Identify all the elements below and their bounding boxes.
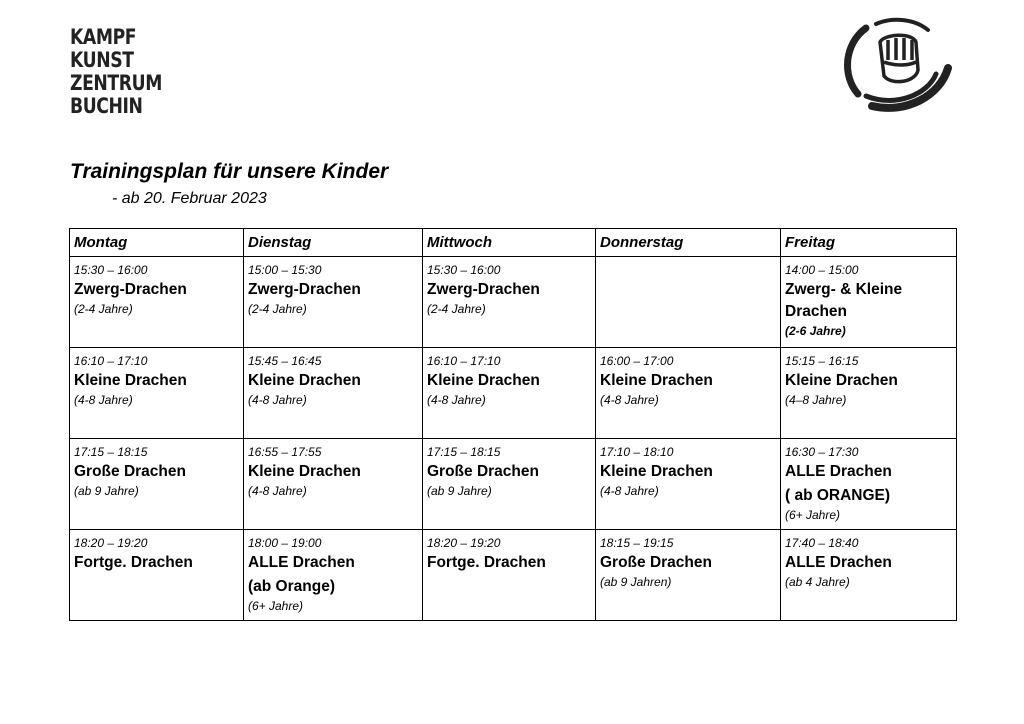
session-time: 15:30 – 16:00	[427, 263, 501, 277]
schedule-cell	[781, 257, 957, 348]
session-age: (ab 9 Jahre)	[74, 484, 139, 498]
schedule-cell	[423, 257, 596, 348]
session-group: Zwerg-Drachen	[74, 281, 187, 298]
session-group: Kleine Drachen	[785, 372, 898, 389]
session-group: Kleine Drachen	[74, 372, 187, 389]
session-age: (4-8 Jahre)	[600, 393, 659, 407]
session-age: (2-4 Jahre)	[248, 302, 307, 316]
session-time: 16:10 – 17:10	[74, 354, 148, 368]
session-age: (4-8 Jahre)	[600, 484, 659, 498]
schedule-cell	[423, 439, 596, 530]
session-age: (4–8 Jahre)	[785, 393, 847, 407]
session-group: Kleine Drachen	[600, 463, 713, 480]
session-age: (6+ Jahre)	[785, 508, 841, 522]
session-time: 17:15 – 18:15	[74, 445, 148, 459]
session-time: 17:40 – 18:40	[785, 536, 859, 550]
schedule-cell	[70, 439, 244, 530]
brand-line-3: ZENTRUM	[70, 71, 162, 95]
session-time: 17:10 – 18:10	[600, 445, 674, 459]
session-time: 14:00 – 15:00	[785, 263, 859, 277]
header-row	[70, 229, 957, 257]
session-time: 16:00 – 17:00	[600, 354, 674, 368]
page-subtitle: - ab 20. Februar 2023	[112, 190, 267, 207]
schedule-cell	[423, 530, 596, 621]
schedule-cell-empty	[596, 257, 781, 348]
session-group: Zwerg-Drachen	[427, 281, 540, 298]
session-group: Große Drachen	[427, 463, 539, 480]
schedule-cell	[781, 439, 957, 530]
session-group: Zwerg-Drachen	[248, 281, 361, 298]
session-age: (2-4 Jahre)	[74, 302, 133, 316]
session-age: (4-8 Jahre)	[74, 393, 133, 407]
brand-line-2: KUNST	[70, 48, 134, 72]
session-group: Kleine Drachen	[600, 372, 713, 389]
schedule-cell	[596, 530, 781, 621]
session-group: Fortge. Drachen	[427, 554, 546, 571]
schedule-cell	[244, 348, 423, 439]
schedule-cell	[70, 348, 244, 439]
schedule-cell	[423, 348, 596, 439]
day-header-mittwoch: Mittwoch	[423, 229, 596, 257]
schedule-cell	[244, 257, 423, 348]
session-group: ALLE Drachen	[785, 554, 892, 571]
schedule-cell	[70, 530, 244, 621]
day-header-donnerstag: Donnerstag	[596, 229, 781, 257]
session-time: 15:30 – 16:00	[74, 263, 148, 277]
session-age: (4-8 Jahre)	[248, 393, 307, 407]
session-group: Fortge. Drachen	[74, 554, 193, 571]
day-header-montag: Montag	[70, 229, 244, 257]
session-time: 18:15 – 19:15	[600, 536, 674, 550]
page-title: Trainingsplan für unsere Kinder	[70, 160, 389, 183]
table-row	[70, 348, 957, 439]
session-age: (ab 4 Jahre)	[785, 575, 850, 589]
session-group: ALLE Drachen	[785, 463, 892, 480]
session-time: 18:00 – 19:00	[248, 536, 322, 550]
schedule-cell	[244, 530, 423, 621]
session-age: (4-8 Jahre)	[248, 484, 307, 498]
brand-line-4: BUCHIN	[70, 94, 143, 118]
session-age: (2-4 Jahre)	[427, 302, 486, 316]
training-schedule-table	[69, 228, 957, 621]
schedule-cell	[596, 348, 781, 439]
brand-line-1: KAMPF	[70, 25, 137, 49]
session-time: 16:55 – 17:55	[248, 445, 322, 459]
session-time: 15:15 – 16:15	[785, 354, 859, 368]
session-age: (6+ Jahre)	[248, 599, 304, 613]
brand-wordmark	[70, 26, 162, 118]
session-age: (ab 9 Jahren)	[600, 575, 672, 589]
table-row	[70, 439, 957, 530]
table-row	[70, 257, 957, 348]
session-age: (4-8 Jahre)	[427, 393, 486, 407]
session-time: 15:00 – 15:30	[248, 263, 322, 277]
day-header-freitag: Freitag	[781, 229, 957, 257]
fist-swirl-logo-icon	[836, 16, 954, 112]
session-group-note: ( ab ORANGE)	[785, 487, 891, 504]
session-time: 15:45 – 16:45	[248, 354, 322, 368]
schedule-cell	[781, 530, 957, 621]
session-time: 17:15 – 18:15	[427, 445, 501, 459]
session-time: 16:10 – 17:10	[427, 354, 501, 368]
session-age: (2-6 Jahre)	[785, 324, 846, 338]
schedule-cell	[244, 439, 423, 530]
session-time: 18:20 – 19:20	[427, 536, 501, 550]
session-group: Zwerg- & Kleine Drachen	[785, 281, 903, 320]
session-time: 18:20 – 19:20	[74, 536, 148, 550]
session-age: (ab 9 Jahre)	[427, 484, 492, 498]
table-row	[70, 530, 957, 621]
schedule-cell	[781, 348, 957, 439]
session-group: Kleine Drachen	[248, 463, 361, 480]
session-group: ALLE Drachen	[248, 554, 355, 571]
session-time: 16:30 – 17:30	[785, 445, 859, 459]
session-group: Große Drachen	[600, 554, 712, 571]
day-header-dienstag: Dienstag	[244, 229, 423, 257]
session-group: Kleine Drachen	[248, 372, 361, 389]
schedule-cell	[70, 257, 244, 348]
session-group: Große Drachen	[74, 463, 186, 480]
session-group-note: (ab Orange)	[248, 578, 335, 595]
schedule-cell	[596, 439, 781, 530]
session-group: Kleine Drachen	[427, 372, 540, 389]
